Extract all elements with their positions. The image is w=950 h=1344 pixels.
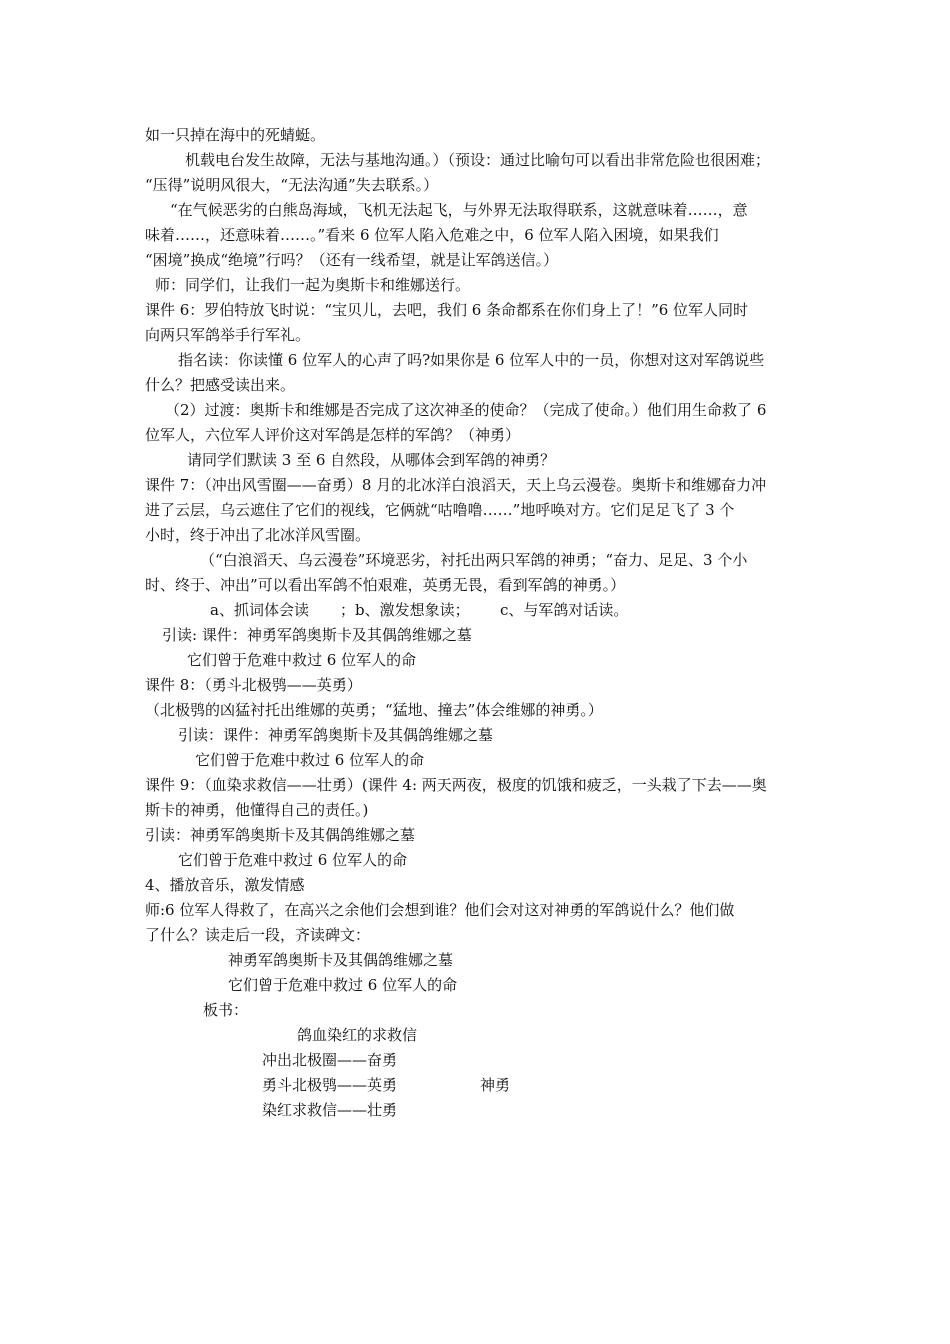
reading-method-a: a、抓词体会读 [210, 601, 309, 619]
text-line: 什么？把感受读出来。 [145, 376, 296, 394]
text-line: （“白浪滔天、乌云漫卷”环境恶劣，衬托出两只军鸽的神勇；“奋力、足足、3 个小 [200, 551, 748, 569]
text-line: 斯卡的神勇，他懂得自己的责任。) [145, 801, 369, 819]
text-line: 引读：神勇军鸽奥斯卡及其偶鸽维娜之墓 [145, 826, 416, 844]
text-line: （北极鸮的凶猛衬托出维娜的英勇；“猛地、撞去”体会维娜的神勇。） [145, 701, 603, 719]
blackboard-item: 染红求救信——壮勇 [262, 1101, 398, 1119]
text-line: 了什么？读走后一段，齐读碑文： [145, 926, 371, 944]
reading-method-b: ；b、激发想象读； [340, 601, 470, 619]
text-line: 它们曾于危难中救过 6 位军人的命 [187, 651, 417, 669]
text-line: 机载电台发生故障，无法与基地沟通。）（预设：通过比喻句可以看出非常危险也很困难； [185, 151, 771, 169]
reading-methods-line [145, 598, 805, 622]
text-line: 师：同学们，让我们一起为奥斯卡和维娜送行。 [155, 276, 471, 294]
blackboard-summary: 神勇 [480, 1076, 511, 1094]
text-line: 小时，终于冲出了北冰洋风雪圈。 [145, 526, 371, 544]
text-line: 它们曾于危难中救过 6 位军人的命 [195, 751, 425, 769]
text-line: 它们曾于危难中救过 6 位军人的命 [228, 976, 458, 994]
text-line: 课件 7：（冲出风雪圈——奋勇）8 月的北冰洋白浪滔天，天上乌云漫卷。奥斯卡和维娜奋力冲 [145, 476, 767, 494]
blackboard-heading: 板书： [203, 1001, 249, 1019]
blackboard-item: 勇斗北极鸮——英勇 [262, 1076, 398, 1094]
text-line: 4、播放音乐，激发情感 [145, 876, 305, 894]
text-line: “在气候恶劣的白熊岛海域，飞机无法起飞，与外界无法取得联系，这就意味着……，意 [170, 201, 748, 219]
text-line: 课件 6：罗伯特放飞时说：“宝贝儿，去吧，我们 6 条命都系在你们身上了！”6 位军人同时 [145, 301, 749, 319]
text-line: 时、终于、冲出”可以看出军鸽不怕艰难，英勇无畏，看到军鸽的神勇。） [145, 576, 626, 594]
text-line: 位军人，六位军人评价这对军鸽是怎样的军鸽？（神勇） [145, 426, 521, 444]
blackboard-title: 鸽血染红的求救信 [297, 1026, 418, 1044]
text-line: 师:6 位军人得救了，在高兴之余他们会想到谁？他们会对这对神勇的军鸽说什么？他们做 [145, 901, 735, 919]
text-line: 课件 9：（血染求救信——壮勇）(课件 4: 两天两夜，极度的饥饿和疲乏，一头栽了下去——奥 [145, 776, 767, 794]
text-line: 神勇军鸽奥斯卡及其偶鸽维娜之墓 [228, 951, 454, 969]
text-line: 味着……，还意味着……。”看来 6 位军人陷入危难之中，6 位军人陷入困境，如果我们 [145, 226, 719, 244]
text-line: 向两只军鸽举手行军礼。 [145, 326, 311, 344]
text-line: 课件 8：（勇斗北极鸮——英勇） [145, 676, 362, 694]
text-line: 它们曾于危难中救过 6 位军人的命 [178, 851, 408, 869]
text-line: 引读：课件：神勇军鸽奥斯卡及其偶鸽维娜之墓 [178, 726, 494, 744]
text-line: 请同学们默读 3 至 6 自然段，从哪体会到军鸽的神勇？ [187, 451, 556, 469]
text-line: “压得”说明风很大，“无法沟通”失去联系。） [145, 176, 439, 194]
text-line: “困境”换成“绝境”行吗？（还有一线希望，就是让军鸽送信。） [145, 251, 559, 269]
text-line: 引读: 课件：神勇军鸽奥斯卡及其偶鸽维娜之墓 [162, 626, 472, 644]
text-line: 如一只掉在海中的死蜻蜓。 [145, 126, 326, 144]
text-line: 指名读：你读懂 6 位军人的心声了吗?如果你是 6 位军人中的一员，你想对这对军鸽说些 [178, 351, 765, 369]
blackboard-item: 冲出北极圈——奋勇 [262, 1051, 398, 1069]
text-line: （2）过渡：奥斯卡和维娜是否完成了这次神圣的使命？（完成了使命。）他们用生命救了 6 [165, 401, 767, 419]
text-line: 进了云层，乌云遮住了它们的视线，它俩就“咕噜噜……”地呼唤对方。它们足足飞了 3 个 [145, 501, 735, 519]
reading-method-c: c、与军鸽对话读。 [500, 601, 629, 619]
